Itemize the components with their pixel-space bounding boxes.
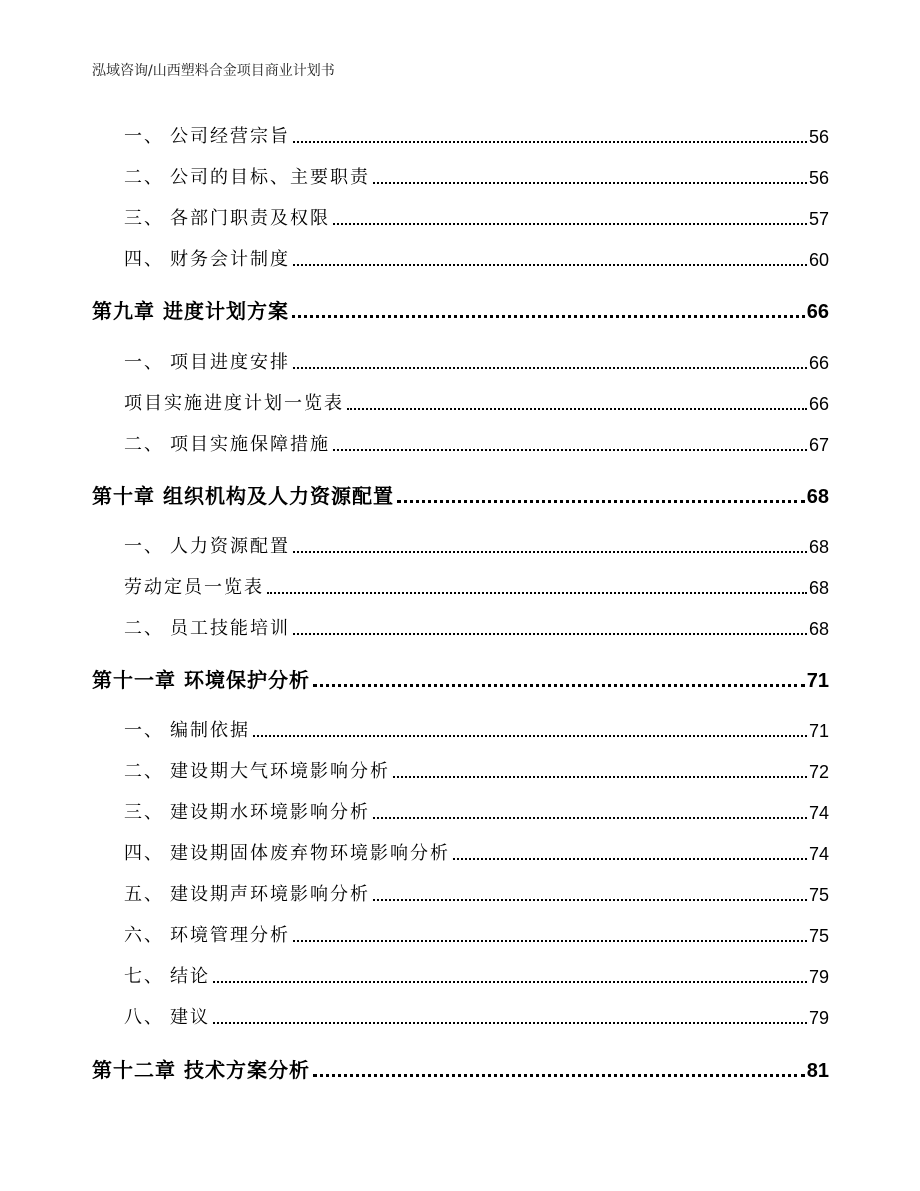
toc-entry-number: 六、 bbox=[124, 925, 164, 946]
toc-entry-text: 建议 bbox=[170, 1007, 210, 1028]
toc-entry[interactable] bbox=[92, 962, 829, 988]
toc-entry-number: 五、 bbox=[124, 884, 164, 905]
toc-page-number: 66 bbox=[806, 301, 829, 323]
toc-entry-number: 二、 bbox=[124, 618, 164, 639]
toc-entry-number: 二、 bbox=[124, 167, 164, 188]
dot-leader bbox=[293, 141, 807, 143]
toc-page-number: 57 bbox=[808, 209, 829, 229]
toc-entry-title bbox=[92, 163, 370, 189]
toc-page-number: 79 bbox=[808, 1008, 829, 1028]
dot-leader bbox=[393, 776, 807, 778]
dot-leader bbox=[292, 315, 805, 318]
toc-entry-title bbox=[92, 839, 450, 865]
toc-page-number: 71 bbox=[806, 670, 829, 692]
toc-entry[interactable] bbox=[92, 389, 829, 415]
toc-chapter-entry[interactable] bbox=[92, 664, 829, 693]
toc-chapter-entry[interactable] bbox=[92, 295, 829, 324]
toc-entry-text: 第十二章 技术方案分析 bbox=[92, 1058, 310, 1082]
toc-page-number: 81 bbox=[806, 1060, 829, 1082]
toc-entry-text: 项目实施保障措施 bbox=[170, 434, 330, 455]
dot-leader bbox=[293, 551, 807, 553]
running-header: 泓域咨询/山西塑料合金项目商业计划书 bbox=[92, 63, 335, 79]
toc-entry-number: 七、 bbox=[124, 966, 164, 987]
toc-entry-number: 四、 bbox=[124, 843, 164, 864]
toc-entry-title bbox=[92, 389, 344, 415]
toc-entry-number: 一、 bbox=[124, 126, 164, 147]
dot-leader bbox=[293, 264, 807, 266]
dot-leader bbox=[267, 592, 807, 594]
toc-entry[interactable] bbox=[92, 245, 829, 271]
toc-entry-text: 建设期声环境影响分析 bbox=[170, 884, 370, 905]
toc-entry-text: 建设期固体废弃物环境影响分析 bbox=[170, 843, 450, 864]
toc-entry-number: 一、 bbox=[124, 536, 164, 557]
toc-entry-text: 项目实施进度计划一览表 bbox=[124, 393, 344, 414]
toc-entry-title bbox=[92, 532, 290, 558]
toc-entry-title bbox=[92, 1003, 210, 1029]
toc-entry-number: 一、 bbox=[124, 720, 164, 741]
toc-page-number: 75 bbox=[808, 926, 829, 946]
toc-entry-number: 二、 bbox=[124, 761, 164, 782]
toc-entry-title bbox=[92, 480, 394, 509]
toc-entry[interactable] bbox=[92, 532, 829, 558]
toc-entry-title bbox=[92, 880, 370, 906]
toc-entry-text: 环境管理分析 bbox=[170, 925, 290, 946]
toc-page-number: 68 bbox=[806, 486, 829, 508]
toc-page-number: 75 bbox=[808, 885, 829, 905]
dot-leader bbox=[213, 1022, 807, 1024]
toc-entry-title bbox=[92, 921, 290, 947]
toc-entry-text: 员工技能培训 bbox=[170, 618, 290, 639]
toc-entry[interactable] bbox=[92, 163, 829, 189]
toc-entry-text: 公司的目标、主要职责 bbox=[170, 167, 370, 188]
toc-entry[interactable] bbox=[92, 839, 829, 865]
toc-entry-text: 财务会计制度 bbox=[170, 249, 290, 270]
toc-entry-text: 结论 bbox=[170, 966, 210, 987]
toc-entry-title bbox=[92, 573, 264, 599]
toc-entry[interactable] bbox=[92, 348, 829, 374]
dot-leader bbox=[213, 981, 807, 983]
toc-page-number: 68 bbox=[808, 578, 829, 598]
toc-entry-title bbox=[92, 664, 310, 693]
dot-leader bbox=[293, 633, 807, 635]
toc-entry[interactable] bbox=[92, 921, 829, 947]
toc-entry-title bbox=[92, 122, 290, 148]
toc-entry[interactable] bbox=[92, 573, 829, 599]
toc-entry[interactable] bbox=[92, 430, 829, 456]
toc-entry-text: 公司经营宗旨 bbox=[170, 126, 290, 147]
toc-entry-text: 项目进度安排 bbox=[170, 352, 290, 373]
dot-leader bbox=[333, 449, 807, 451]
toc-entry-title bbox=[92, 1054, 310, 1083]
toc-entry-text: 第十章 组织机构及人力资源配置 bbox=[92, 484, 394, 508]
toc-entry[interactable] bbox=[92, 757, 829, 783]
toc-entry[interactable] bbox=[92, 880, 829, 906]
toc-page-number: 79 bbox=[808, 967, 829, 987]
toc-page-number: 56 bbox=[808, 127, 829, 147]
toc-entry-number: 三、 bbox=[124, 208, 164, 229]
toc-page-number: 60 bbox=[808, 250, 829, 270]
toc-page-number: 68 bbox=[808, 619, 829, 639]
toc-entry[interactable] bbox=[92, 1003, 829, 1029]
toc-entry-text: 劳动定员一览表 bbox=[124, 577, 264, 598]
toc-entry-title bbox=[92, 204, 330, 230]
toc-entry-title bbox=[92, 962, 210, 988]
toc-entry-text: 编制依据 bbox=[170, 720, 250, 741]
toc-entry-title bbox=[92, 430, 330, 456]
dot-leader bbox=[253, 735, 807, 737]
toc-entry-text: 人力资源配置 bbox=[170, 536, 290, 557]
toc-entry-text: 建设期水环境影响分析 bbox=[170, 802, 370, 823]
toc-entry[interactable] bbox=[92, 716, 829, 742]
toc-entry-title bbox=[92, 798, 370, 824]
dot-leader bbox=[397, 500, 805, 503]
dot-leader bbox=[373, 899, 807, 901]
dot-leader bbox=[313, 1074, 805, 1077]
dot-leader bbox=[453, 858, 807, 860]
toc-page-number: 71 bbox=[808, 721, 829, 741]
toc-page-number: 72 bbox=[808, 762, 829, 782]
toc-entry-title bbox=[92, 757, 390, 783]
toc-entry-number: 二、 bbox=[124, 434, 164, 455]
toc-entry-number: 一、 bbox=[124, 352, 164, 373]
toc-entry-title bbox=[92, 716, 250, 742]
toc-page-number: 68 bbox=[808, 537, 829, 557]
dot-leader bbox=[293, 367, 807, 369]
toc-entry-text: 第十一章 环境保护分析 bbox=[92, 668, 310, 692]
dot-leader bbox=[293, 940, 807, 942]
toc-entry-number: 四、 bbox=[124, 249, 164, 270]
toc-page-number: 74 bbox=[808, 844, 829, 864]
dot-leader bbox=[333, 223, 807, 225]
toc-entry[interactable] bbox=[92, 204, 829, 230]
toc-page-number: 74 bbox=[808, 803, 829, 823]
toc-page-number: 66 bbox=[808, 394, 829, 414]
dot-leader bbox=[373, 182, 807, 184]
toc-chapter-entry[interactable] bbox=[92, 1054, 829, 1083]
toc-page-number: 67 bbox=[808, 435, 829, 455]
toc-entry[interactable] bbox=[92, 798, 829, 824]
toc-entry-text: 第九章 进度计划方案 bbox=[92, 299, 289, 323]
toc-page-number: 56 bbox=[808, 168, 829, 188]
toc-chapter-entry[interactable] bbox=[92, 480, 829, 509]
dot-leader bbox=[347, 408, 807, 410]
toc-entry-title bbox=[92, 614, 290, 640]
toc-page-number: 66 bbox=[808, 353, 829, 373]
toc-entry-text: 建设期大气环境影响分析 bbox=[170, 761, 390, 782]
toc-entry-title bbox=[92, 245, 290, 271]
dot-leader bbox=[373, 817, 807, 819]
toc-entry-text: 各部门职责及权限 bbox=[170, 208, 330, 229]
toc-entry-title bbox=[92, 348, 290, 374]
toc-entry-title bbox=[92, 295, 289, 324]
toc-entry-number: 三、 bbox=[124, 802, 164, 823]
dot-leader bbox=[313, 684, 805, 687]
toc-entry-number: 八、 bbox=[124, 1007, 164, 1028]
toc-entry[interactable] bbox=[92, 614, 829, 640]
toc-entry[interactable] bbox=[92, 122, 829, 148]
